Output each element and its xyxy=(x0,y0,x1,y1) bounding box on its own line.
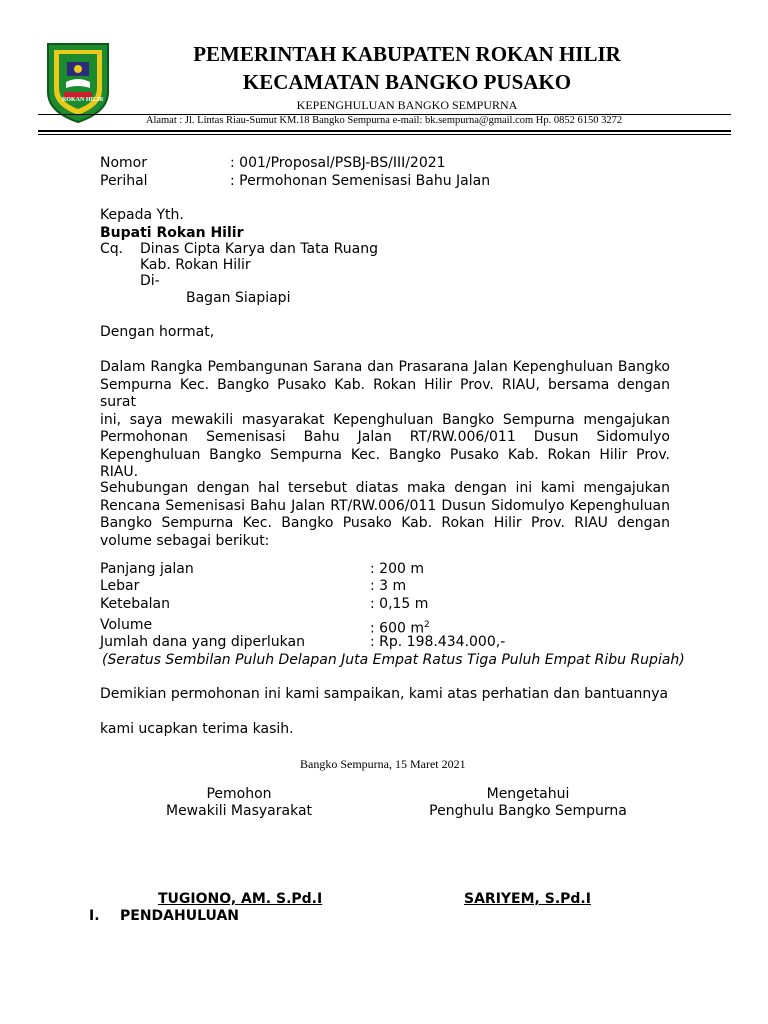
closing-line-1: Demikian permohonan ini kami sampaikan, kami atas perhatian dan bantuannya xyxy=(100,686,669,702)
paragraph-2-line: Sehubungan dengan hal tersebut diatas maka dengan ini kami mengajukan xyxy=(100,480,670,496)
spec-label-thickness: Ketebalan xyxy=(100,596,171,612)
header-divider-thick xyxy=(38,130,731,132)
signature-left-title: Pemohon xyxy=(206,786,272,802)
signature-right-subtitle: Penghulu Bangko Sempurna xyxy=(429,803,627,819)
recipient-office: Dinas Cipta Karya dan Tata Ruang xyxy=(140,241,378,257)
place-date: Bangko Sempurna, 15 Maret 2021 xyxy=(300,757,466,771)
header-divider-bottom xyxy=(38,134,731,135)
spec-value-volume-text: : 600 m xyxy=(370,620,424,637)
recipient-regency: Kab. Rokan Hilir xyxy=(140,257,251,273)
spec-label-width: Lebar xyxy=(100,578,140,594)
signature-left-subtitle: Mewakili Masyarakat xyxy=(165,803,313,819)
paragraph-1-line: ini, saya mewakili masyarakat Kepenghuluan Bangko Sempurna mengajukan xyxy=(100,411,670,428)
paragraph-2-line: Rencana Semenisasi Bahu Jalan RT/RW.006/011 Dusun Sidomulyo Kepenghuluan xyxy=(100,497,670,514)
paragraph-1 xyxy=(100,359,670,482)
letterhead-district: KECAMATAN BANGKO PUSAKO xyxy=(242,70,572,94)
signature-right-title: Mengetahui xyxy=(486,786,570,802)
paragraph-1-line: Dalam Rangka Pembangunan Sarana dan Prasarana Jalan Kepenghuluan Bangko xyxy=(100,359,670,375)
recipient-city: Bagan Siapiapi xyxy=(186,290,291,306)
closing-line-2: kami ucapkan terima kasih. xyxy=(100,721,294,737)
perihal-label: Perihal xyxy=(100,173,148,189)
section-number: I. xyxy=(89,908,100,924)
paragraph-1-line: Kepenghuluan Bangko Sempurna Kec. Bangko Pusako Kab. Rokan Hilir Prov. xyxy=(100,446,670,463)
greeting: Dengan hormat, xyxy=(100,324,215,340)
paragraph-1-line: Sempurna Kec. Bangko Pusako Kab. Rokan Hilir Prov. RIAU, bersama dengan surat xyxy=(100,376,670,410)
cq-label: Cq. xyxy=(100,241,124,257)
paragraph-2-line: volume sebagai berikut: xyxy=(100,532,270,549)
signature-right-name: SARIYEM, S.Pd.I xyxy=(464,891,591,907)
letterhead-address: Alamat : Jl. Lintas Riau-Sumut KM.18 Bangko Sempurna e-mail: bk.sempurna@gmail.com Hp. 0852 6150 3272 xyxy=(145,115,623,126)
signature-left-name: TUGIONO, AM. S.Pd.I xyxy=(158,891,323,907)
letterhead-village: KEPENGHULUAN BANGKO SEMPURNA xyxy=(296,98,518,112)
spec-value-width: : 3 m xyxy=(370,578,407,594)
section-title: PENDAHULUAN xyxy=(120,908,239,924)
nomor-label: Nomor xyxy=(100,155,147,171)
kepada-yth: Kepada Yth. xyxy=(100,207,184,223)
paragraph-2 xyxy=(100,480,670,550)
paragraph-2-line: Bangko Sempurna Kec. Bangko Pusako Kab. Rokan Hilir Prov. RIAU dengan xyxy=(100,515,670,531)
spec-label-budget: Jumlah dana yang diperlukan xyxy=(100,634,305,650)
paragraph-1-line: RIAU. xyxy=(100,464,139,480)
recipient-name: Bupati Rokan Hilir xyxy=(100,225,244,241)
paragraph-1-line: Permohonan Semenisasi Bahu Jalan RT/RW.006/011 Dusun Sidomulyo xyxy=(100,429,670,445)
recipient-di: Di- xyxy=(140,273,160,289)
spec-label-volume: Volume xyxy=(100,617,153,633)
nomor-value: : 001/Proposal/PSBJ-BS/III/2021 xyxy=(230,155,446,171)
perihal-value: : Permohonan Semenisasi Bahu Jalan xyxy=(230,173,491,189)
logo-text: ROKAN HILIR xyxy=(62,97,104,103)
spec-value-thickness: : 0,15 m xyxy=(370,596,429,612)
spec-value-length: : 200 m xyxy=(370,561,424,577)
spec-value-volume-sup: 2 xyxy=(423,620,430,630)
spec-label-length: Panjang jalan xyxy=(100,561,194,577)
letterhead-government: PEMERINTAH KABUPATEN ROKAN HILIR xyxy=(193,42,621,66)
spec-value-budget: : Rp. 198.434.000,- xyxy=(370,634,506,650)
amount-in-words: (Seratus Sembilan Puluh Delapan Juta Empat Ratus Tiga Puluh Empat Ribu Rupiah) xyxy=(102,652,685,668)
